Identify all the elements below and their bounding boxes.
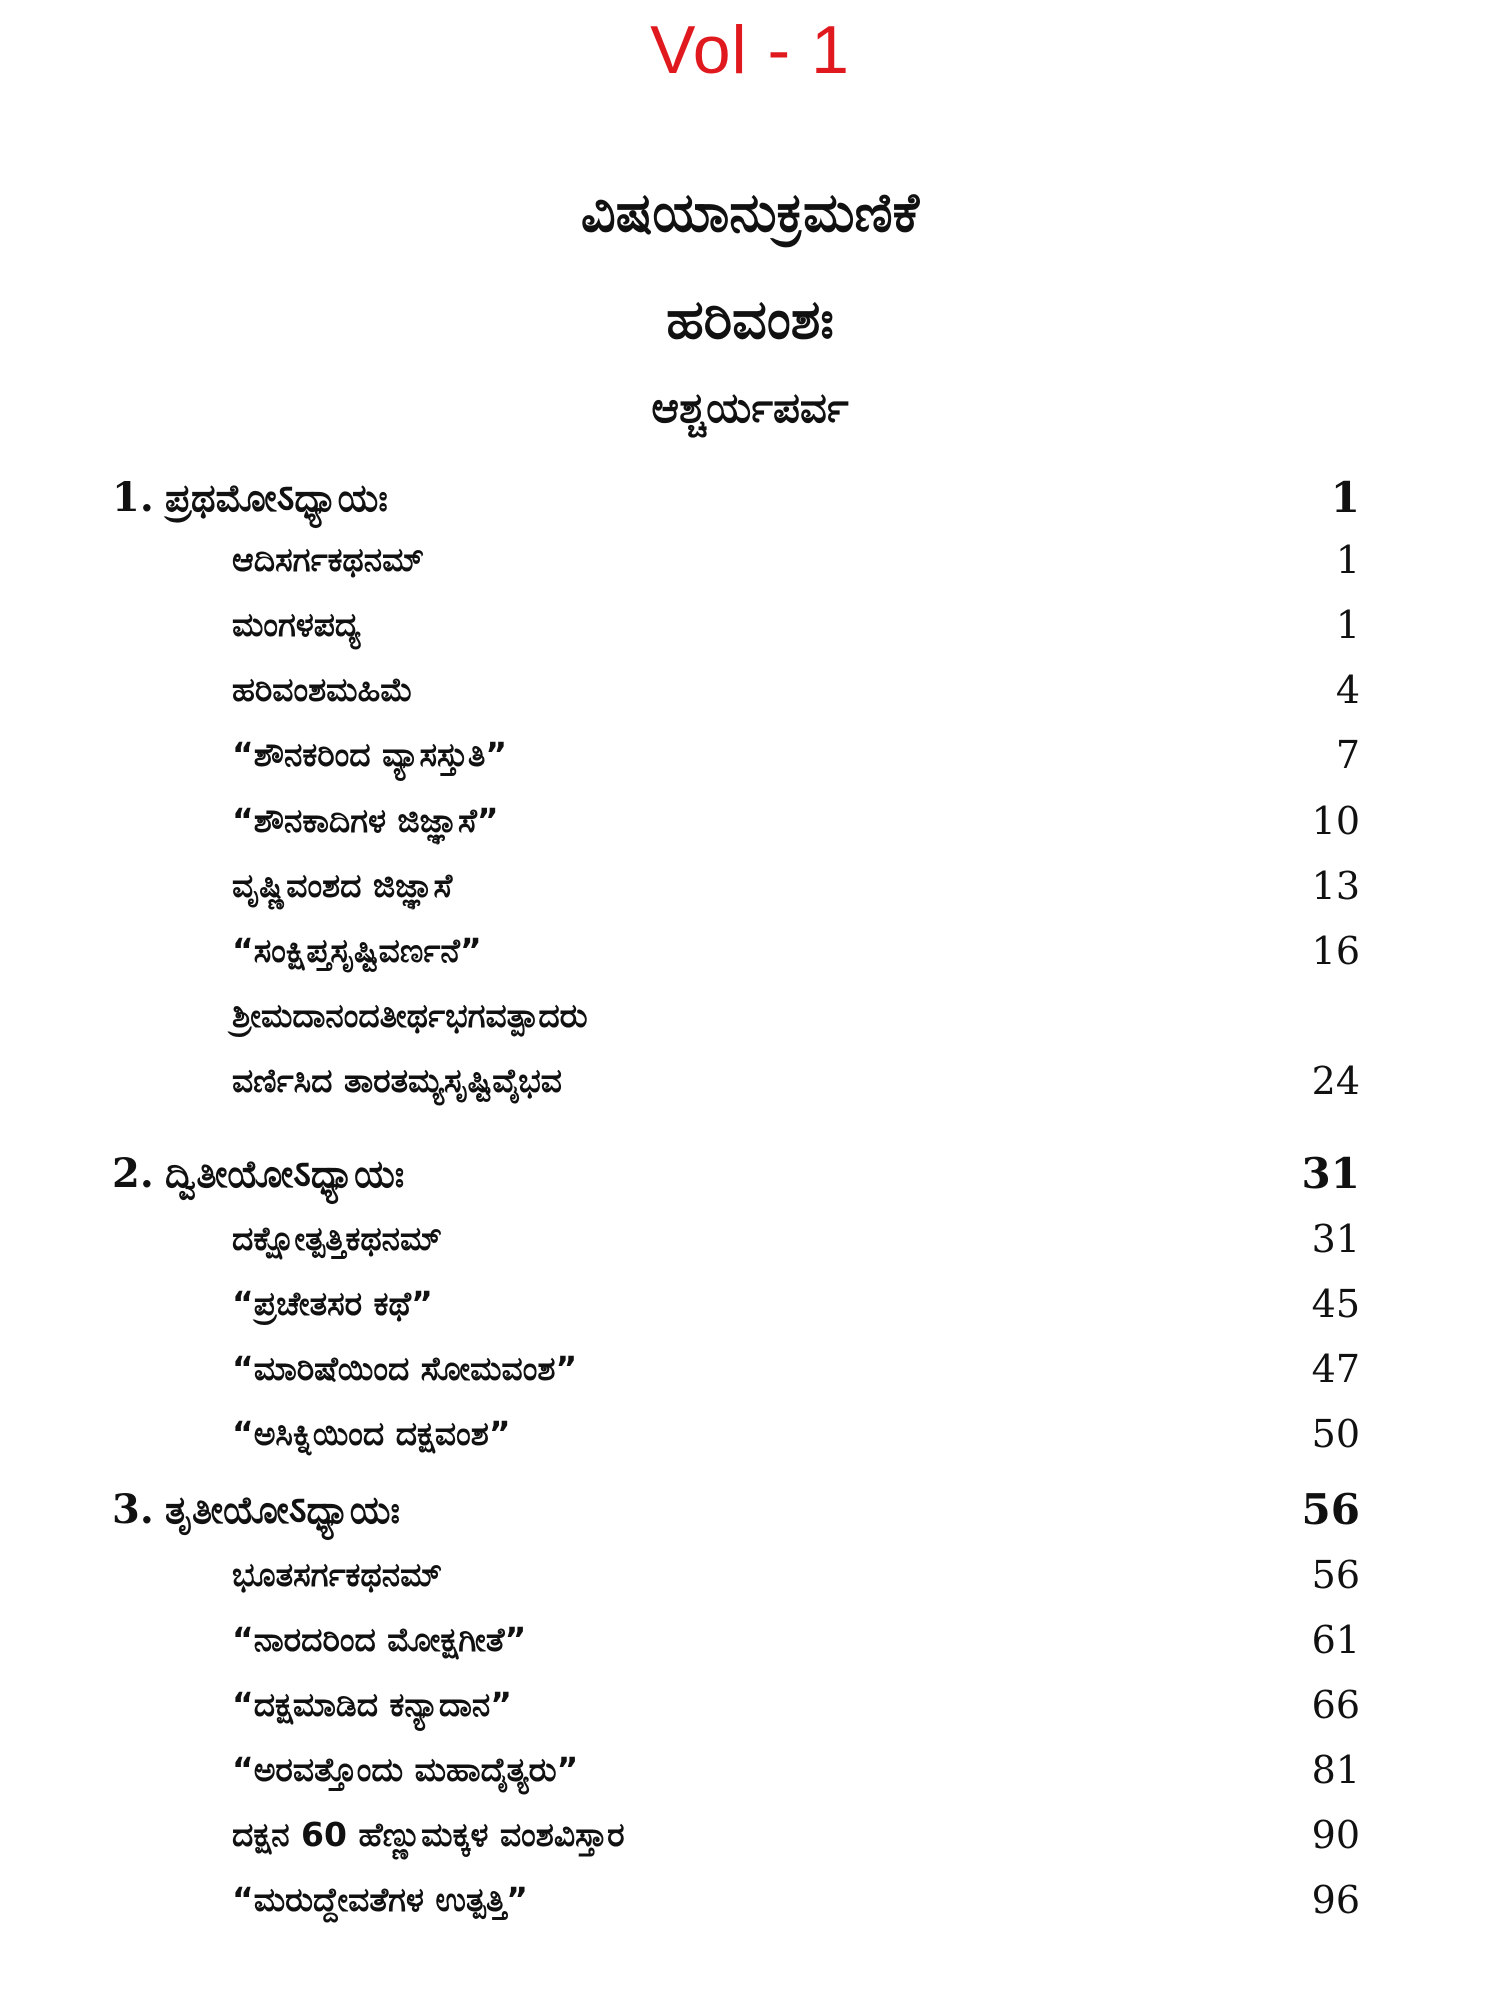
section-title: ವರ್ಣಿಸಿದ ತಾರತಮ್ಯಸೃಷ್ಟಿವೈಭವ xyxy=(232,1061,562,1100)
chapter-title: ತೃತೀಯೋऽಧ್ಯಾಯಃ xyxy=(165,1488,400,1532)
section-title: “ಮರುದ್ದೇವತೆಗಳ ಉತ್ಪತ್ತಿ” xyxy=(232,1880,528,1919)
section-page-number: 50 xyxy=(1311,1412,1360,1456)
chapter-title: ಪ್ರಥಮೋऽಧ್ಯಾಯಃ xyxy=(165,476,388,520)
section-title: ಶ್ರೀಮದಾನಂದತೀರ್ಥಭಗವತ್ಪಾದರು xyxy=(232,996,588,1035)
section-page-number: 1 xyxy=(1335,603,1360,647)
section-title: “ಮಾರಿಷೆಯಿಂದ ಸೋಮವಂಶ” xyxy=(232,1349,578,1388)
chapter-number: 3. xyxy=(112,1486,154,1533)
section-title: “ಸಂಕ್ಷಿಪ್ತಸೃಷ್ಟಿವರ್ಣನೆ” xyxy=(232,931,482,970)
section-title: “ಶೌನಕಾದಿಗಳ ಜಿಜ್ಞಾಸೆ” xyxy=(232,801,499,840)
section-title: ಹರಿವಂಶಮಹಿಮೆ xyxy=(232,670,413,709)
chapter-page-number: 56 xyxy=(1301,1485,1360,1534)
section-page-number: 13 xyxy=(1311,864,1360,908)
section-title: “ನಾರದರಿಂದ ಮೋಕ್ಷಗೀತೆ” xyxy=(232,1620,527,1659)
section-title: “ಪ್ರಚೇತಸರ ಕಥೆ” xyxy=(232,1284,433,1323)
chapter-page-number: 31 xyxy=(1301,1149,1360,1198)
section-page-number: 96 xyxy=(1311,1878,1360,1922)
chapter-number: 2. xyxy=(112,1150,154,1197)
section-title: ದಕ್ಷನ 60 ಹೆಣ್ಣುಮಕ್ಕಳ ವಂಶವಿಸ್ತಾರ xyxy=(232,1815,625,1854)
section-page-number: 24 xyxy=(1311,1059,1360,1103)
chapter-page-number: 1 xyxy=(1330,473,1360,522)
section-page-number: 1 xyxy=(1335,538,1360,582)
section-title: ಆದಿಸರ್ಗಕಥನಮ್ xyxy=(232,540,425,579)
section-page-number: 90 xyxy=(1311,1813,1360,1857)
section-page-number: 16 xyxy=(1311,929,1360,973)
book-title: ಹರಿವಂಶಃ xyxy=(666,288,834,351)
section-title: ವೃಷ್ಣಿವಂಶದ ಜಿಜ್ಞಾಸೆ xyxy=(232,866,453,905)
page-title: ವಿಷಯಾನುಕ್ರಮಣಿಕೆ xyxy=(580,181,920,244)
section-page-number: 81 xyxy=(1311,1748,1360,1792)
parva-title: ಆಶ್ಚರ್ಯಪರ್ವ xyxy=(651,383,849,432)
volume-label: Vol - 1 xyxy=(650,12,850,88)
section-title: ಮಂಗಳಪದ್ಯ xyxy=(232,605,361,644)
section-page-number: 56 xyxy=(1311,1553,1360,1597)
section-page-number: 47 xyxy=(1311,1347,1360,1391)
section-title: “ಅರವತ್ತೊಂದು ಮಹಾದೈತ್ಯರು” xyxy=(232,1750,579,1789)
section-title: ಭೂತಸರ್ಗಕಥನಮ್ xyxy=(232,1555,443,1594)
section-page-number: 7 xyxy=(1335,733,1360,777)
section-page-number: 61 xyxy=(1311,1618,1360,1662)
section-page-number: 10 xyxy=(1311,799,1360,843)
section-page-number: 66 xyxy=(1311,1683,1360,1727)
section-title: ದಕ್ಷೋತ್ಪತ್ತಿಕಥನಮ್ xyxy=(232,1219,443,1258)
section-title: “ಅಸಿಕ್ನಿಯಿಂದ ದಕ್ಷವಂಶ” xyxy=(232,1414,511,1453)
section-page-number: 31 xyxy=(1311,1217,1360,1261)
section-page-number: 4 xyxy=(1335,668,1360,712)
section-page-number: 45 xyxy=(1311,1282,1360,1326)
section-title: “ದಕ್ಷಮಾಡಿದ ಕನ್ಯಾದಾನ” xyxy=(232,1685,512,1724)
chapter-title: ದ್ವಿತೀಯೋऽಧ್ಯಾಯಃ xyxy=(165,1152,405,1196)
chapter-number: 1. xyxy=(112,474,154,521)
section-title: “ಶೌನಕರಿಂದ ವ್ಯಾಸಸ್ತುತಿ” xyxy=(232,735,508,774)
